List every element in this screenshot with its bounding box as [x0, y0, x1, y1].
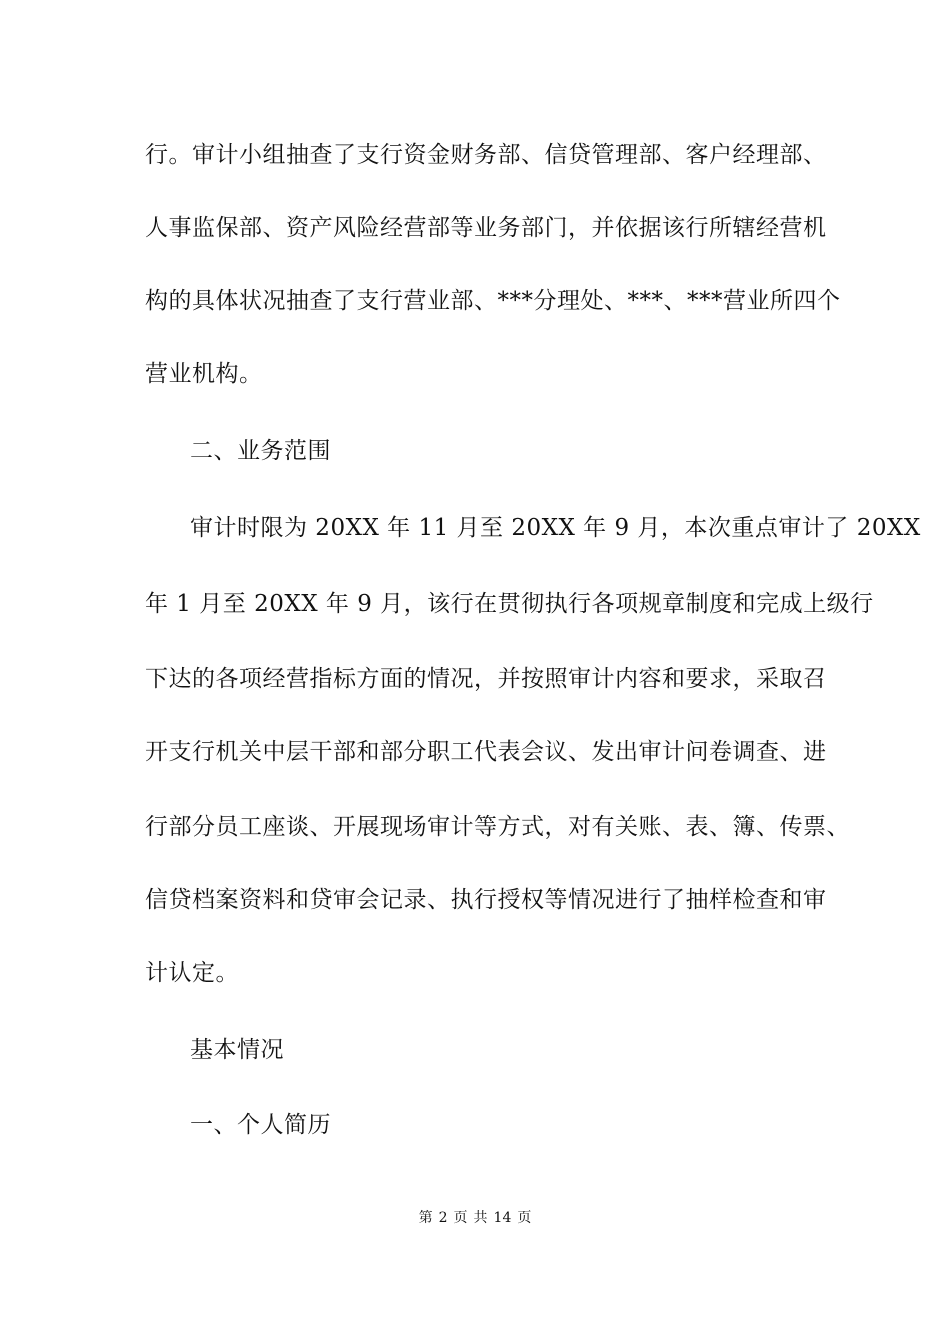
section-heading-resume: 一、个人简历 [190, 1112, 331, 1138]
body-line-2: 人事监保部、资产风险经营部等业务部门，并依据该行所辖经营机 [145, 215, 827, 241]
body-line-8: 下达的各项经营指标方面的情况，并按照审计内容和要求，采取召 [145, 666, 827, 692]
footer-total-pages: 14 [493, 1210, 512, 1226]
footer-total-suffix: 页 [517, 1210, 532, 1226]
section-heading-business-scope: 二、业务范围 [190, 438, 331, 464]
footer-page-unit: 页 [453, 1210, 468, 1226]
section-heading-basic-info: 基本情况 [190, 1037, 284, 1063]
body-line-9: 开支行机关中层干部和部分职工代表会议、发出审计问卷调查、进 [145, 739, 827, 765]
footer-total-prefix: 共 [473, 1210, 488, 1226]
body-line-11: 信贷档案资料和贷审会记录、执行授权等情况进行了抽样检查和审 [145, 887, 827, 913]
footer-current-page: 2 [438, 1210, 448, 1226]
page-footer [0, 1208, 950, 1228]
body-line-3: 构的具体状况抽查了支行营业部、***分理处、***、***营业所四个 [145, 288, 841, 314]
body-line-4: 营业机构。 [145, 361, 263, 387]
body-line-12: 计认定。 [145, 960, 239, 986]
body-line-7: 年 1 月至 20XX 年 9 月，该行在贯彻执行各项规章制度和完成上级行 [145, 591, 874, 617]
footer-prefix: 第 [418, 1210, 433, 1226]
body-line-10: 行部分员工座谈、开展现场审计等方式，对有关账、表、簿、传票、 [145, 814, 850, 840]
body-line-1: 行。审计小组抽查了支行资金财务部、信贷管理部、客户经理部、 [145, 142, 827, 168]
body-line-6: 审计时限为 20XX 年 11 月至 20XX 年 9 月，本次重点审计了 20XX [190, 515, 921, 541]
